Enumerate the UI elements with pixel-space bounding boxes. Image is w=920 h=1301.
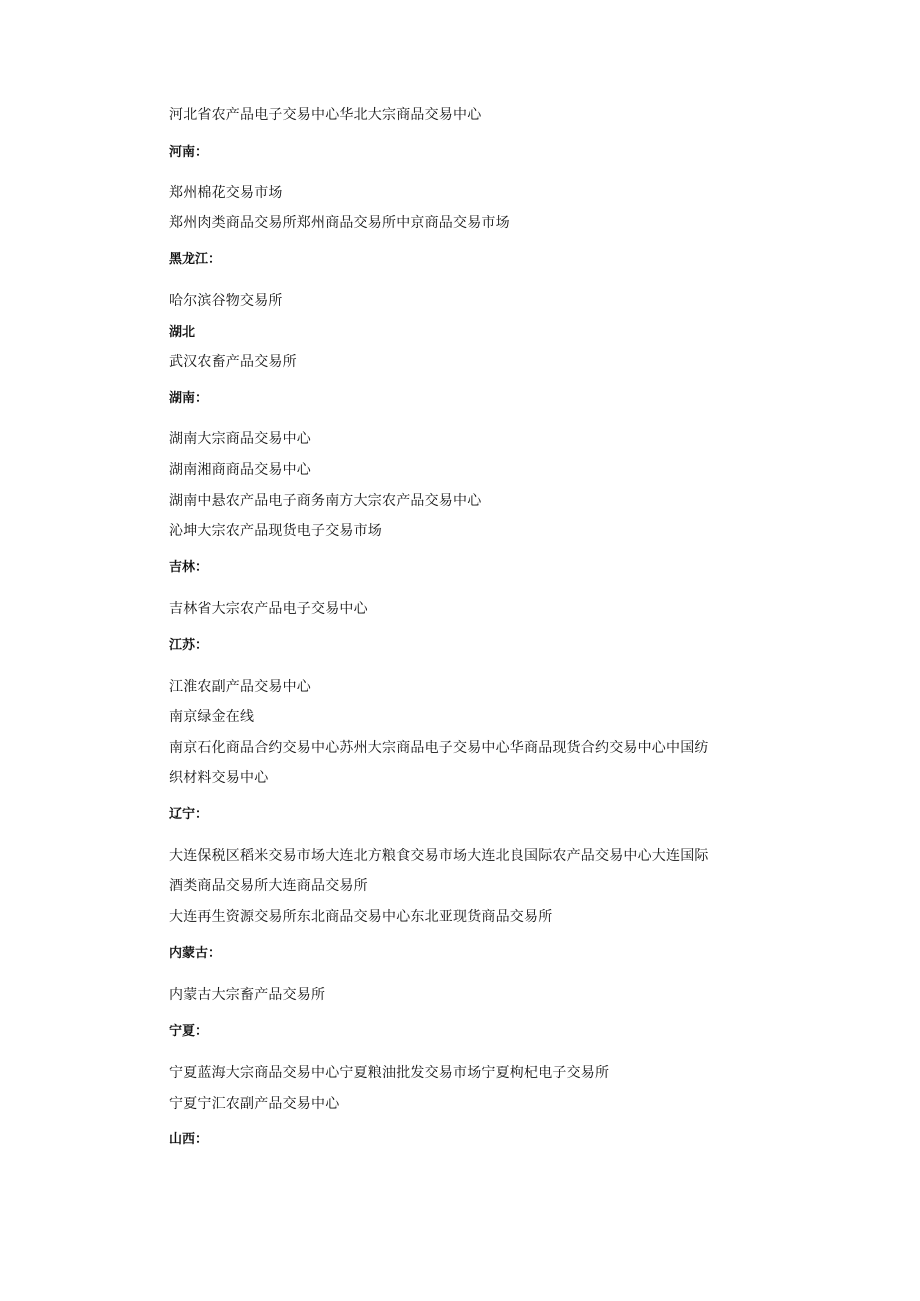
text-line: 宁夏宁汇农副产品交易中心 [169, 1096, 340, 1112]
text-line: 湖南湘商商品交易中心 [169, 462, 311, 478]
province-heading-jilin: 吉林： [169, 560, 209, 575]
text-line: 宁夏蓝海大宗商品交易中心宁夏粮油批发交易市场宁夏枸杞电子交易所 [169, 1065, 610, 1081]
text-line: 郑州棉花交易市场 [169, 185, 283, 201]
text-line: 吉林省大宗农产品电子交易中心 [169, 601, 368, 617]
text-line: 河北省农产品电子交易中心华北大宗商品交易中心 [169, 107, 482, 123]
province-heading-heilongjiang: 黑龙江： [169, 252, 222, 267]
province-heading-hubei: 湖北 [169, 325, 196, 340]
text-line: 湖南中悬农产品电子商务南方大宗农产品交易中心 [169, 493, 482, 509]
text-line: 织材料交易中心 [169, 770, 269, 786]
province-heading-shanxi: 山西： [169, 1132, 209, 1147]
province-heading-liaoning: 辽宁： [169, 807, 209, 822]
text-line: 南京绿金在线 [169, 709, 255, 725]
text-line: 哈尔滨谷物交易所 [169, 293, 283, 309]
province-heading-jiangsu: 江苏： [169, 638, 209, 653]
province-heading-henan: 河南： [169, 145, 209, 160]
text-line: 南京石化商品合约交易中心苏州大宗商品电子交易中心华商品现货合约交易中心中国纺 [169, 740, 709, 756]
text-line: 沁坤大宗农产品现货电子交易市场 [169, 523, 382, 539]
text-line: 江淮农副产品交易中心 [169, 679, 311, 695]
province-heading-neimenggu: 内蒙古： [169, 946, 222, 961]
province-heading-hunan: 湖南： [169, 391, 209, 406]
text-line: 内蒙古大宗畜产品交易所 [169, 987, 326, 1003]
text-line: 郑州肉类商品交易所郑州商品交易所中京商品交易市场 [169, 215, 510, 231]
text-line: 湖南大宗商品交易中心 [169, 431, 311, 447]
province-heading-ningxia: 宁夏： [169, 1024, 209, 1039]
text-line: 武汉农畜产品交易所 [169, 354, 297, 370]
text-line: 酒类商品交易所大连商品交易所 [169, 878, 368, 894]
text-line: 大连保税区稻米交易市场大连北方粮食交易市场大连北良国际农产品交易中心大连国际 [169, 848, 709, 864]
text-line: 大连再生资源交易所东北商品交易中心东北亚现货商品交易所 [169, 909, 553, 925]
